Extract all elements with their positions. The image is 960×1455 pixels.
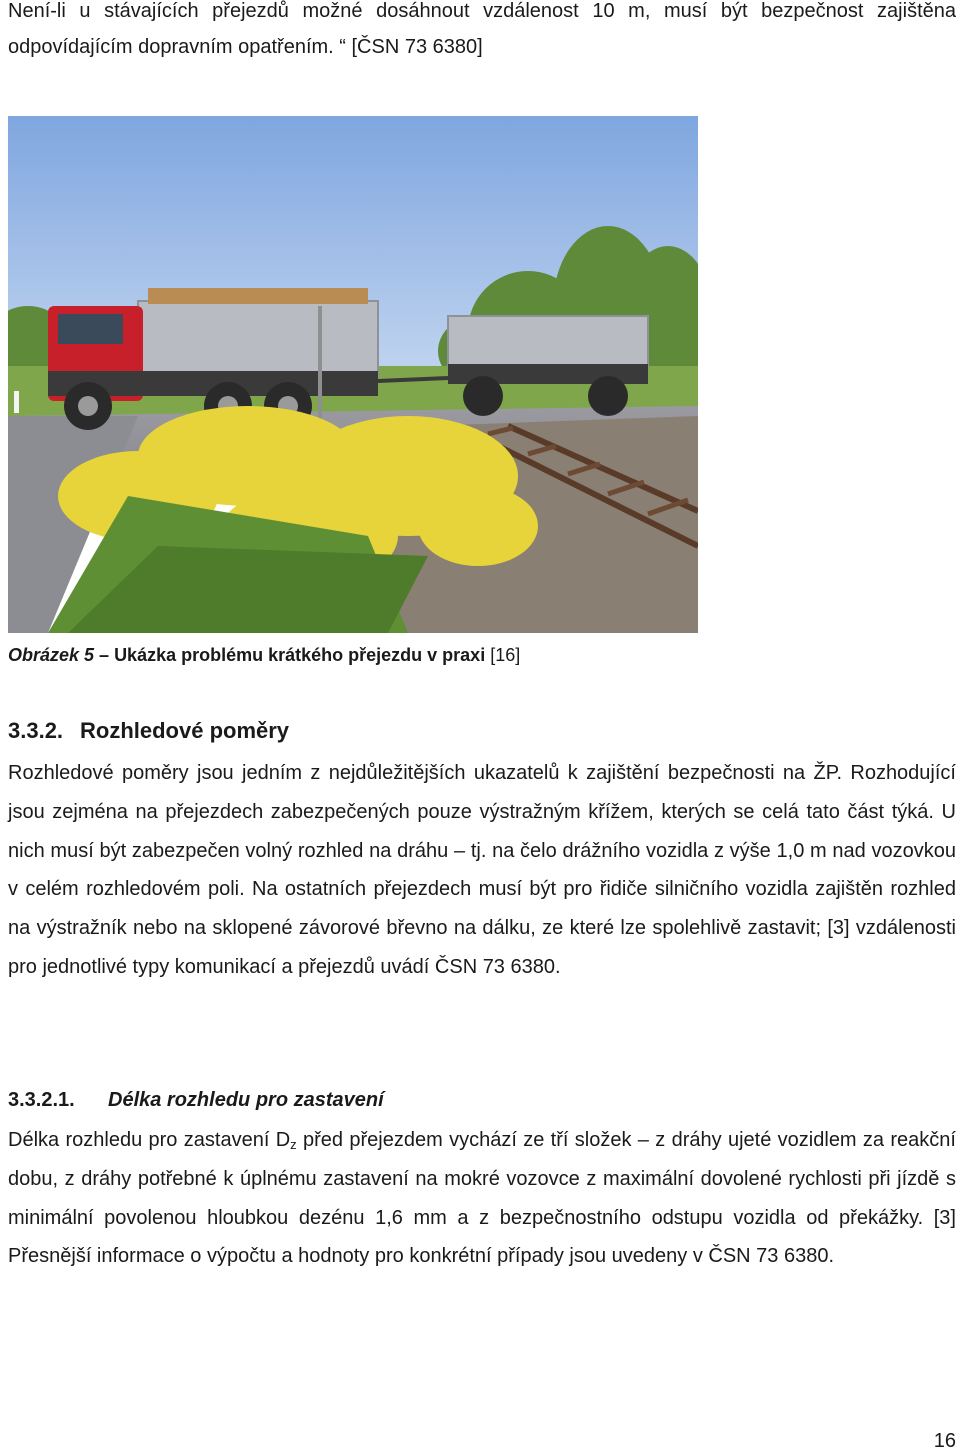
subsection-number: 3.3.2.1. xyxy=(8,1089,75,1111)
section-title: Rozhledové poměry xyxy=(80,718,290,743)
section-number: 3.3.2. xyxy=(8,718,64,743)
crossing-illustration xyxy=(8,116,698,633)
subsection-subscript: z xyxy=(290,1137,297,1152)
figure-title: Ukázka problému krátkého přejezdu v praxi xyxy=(114,645,486,665)
subsection-heading xyxy=(8,1089,384,1112)
page-number: 16 xyxy=(933,1430,956,1452)
subsection-text-after: před přejezdem vychází ze tří složek – z dráhy ujeté vozidlem za reakční dobu, z dráhy potřebné k úplnému zastavení na mokré vozovce z maximální dovolené rychlosti při jízdě s minimální povolenou hloubkou dezénu 1,6 mm a z bezpečnostního odstupu vozidla od překážky. [3] Přesnější informace o výpočtu a hodnoty pro konkrétní případy jsou uvedeny v ČSN 73 6380. xyxy=(8,1129,956,1268)
truck-bed xyxy=(138,301,378,376)
figure-label: Obrázek 5 xyxy=(8,645,95,665)
road-post xyxy=(14,391,19,413)
section-heading xyxy=(8,718,289,744)
section-paragraph: Rozhledové poměry jsou jedním z nejdůležitějších ukazatelů k zajištění bezpečnosti na ŽP. Rozhodující jsou zejména na přejezdech zabezpečených pouze výstražným křížem, kterých se celá tato část týká. U nich musí být zabezpečen volný rozhled na dráhu – tj. na čelo drážního vozidla z výše 1,0 m nad vozovkou v celém rozhledovém poli. Na ostatních přejezdech musí být pro řidiče silničního vozidla zajištěn rozhled na výstražník nebo na sklopené závorové břevno na dálku, ze které lze spolehlivě zastavit; [3] vzdálenosti pro jednotlivé typy komunikací a přejezdů uvádí ČSN 73 6380. xyxy=(8,762,956,978)
intro-paragraph: Není-li u stávajících přejezdů možné dosáhnout vzdálenost 10 m, musí být bezpečnost zajištěna odpovídajícím dopravním opatřením. “ [ČSN 73 6380] xyxy=(8,0,956,58)
figure-photo-truck-at-crossing xyxy=(8,116,698,633)
figure-dash: – xyxy=(94,645,115,665)
truck-window xyxy=(58,314,123,344)
subsection-text-before: Délka rozhledu pro zastavení D xyxy=(8,1129,291,1151)
subsection-title: Délka rozhledu pro zastavení xyxy=(108,1089,384,1111)
trailer-bed xyxy=(448,316,648,366)
subsection-paragraph xyxy=(8,1121,956,1276)
figure-reference: [16] xyxy=(485,645,521,665)
figure-caption xyxy=(8,645,520,666)
truck-load xyxy=(148,288,368,304)
